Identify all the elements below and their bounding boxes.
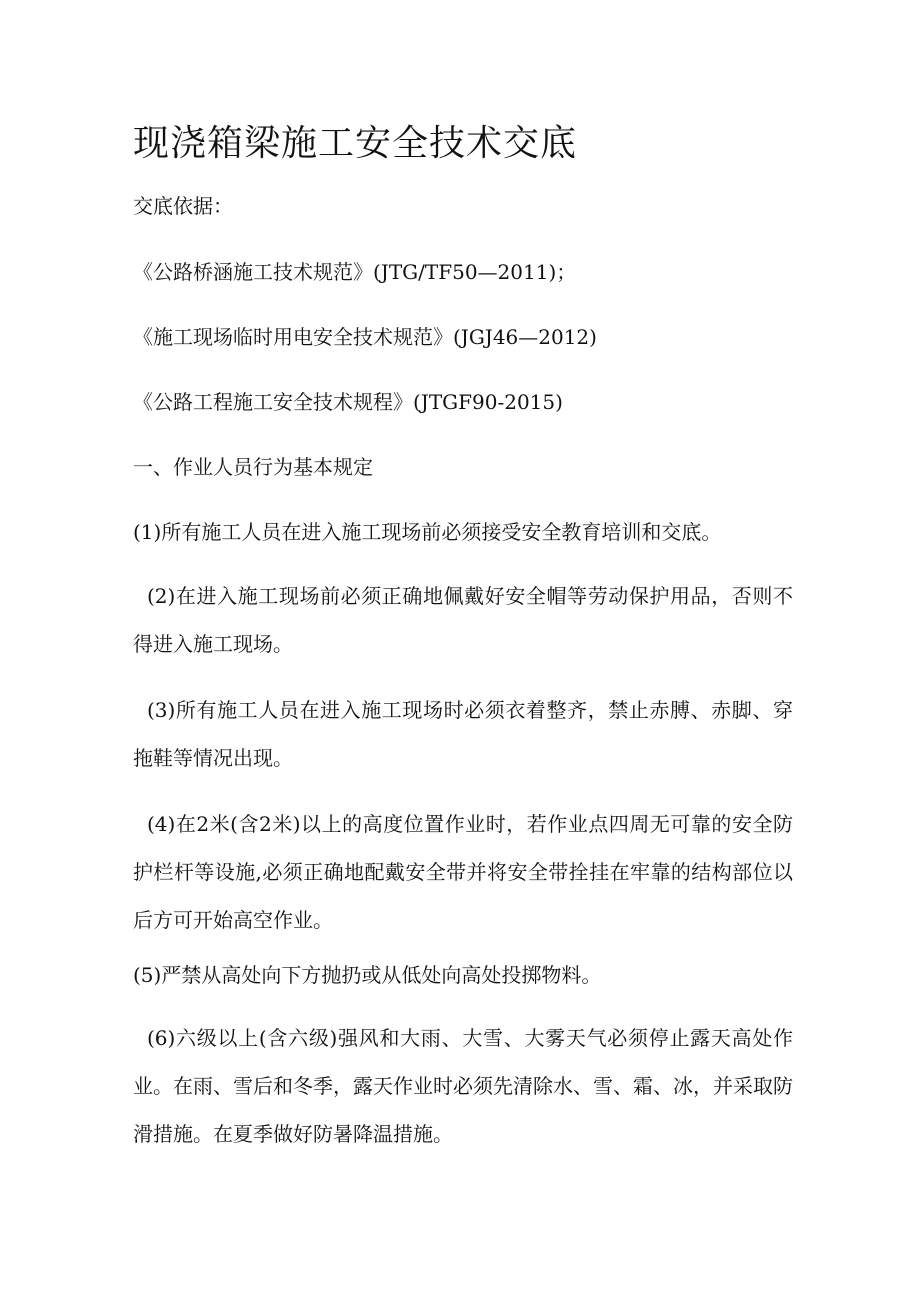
list-item-5: (5)严禁从高处向下方抛扔或从低处向高处投掷物料。: [133, 963, 602, 987]
list-item-4: (4)在2米(含2米)以上的高度位置作业时，若作业点四周无可靠的安全防护栏杆等设施,必须正确地配戴安全带并将安全带拴挂在牢靠的结构部位以后方可开始高空作业。: [133, 812, 793, 932]
list-item-6: (6)六级以上(含六级)强风和大雨、大雪、大雾天气必须停止露天高处作业。在雨、雪后和冬季，露天作业时必须先清除水、雪、霜、冰，并采取防滑措施。在夏季做好防暑降温措施。: [133, 1026, 793, 1146]
section-heading: 一、作业人员行为基本规定: [133, 455, 373, 479]
reference-3: 《公路工程施工安全技术规程》(JTGF90-2015): [133, 390, 563, 414]
reference-1: 《公路桥涵施工技术规范》(JTG/TF50—2011)；: [133, 260, 577, 284]
list-item-1: (1)所有施工人员在进入施工现场前必须接受安全教育培训和交底。: [133, 520, 722, 544]
basis-label: 交底依据：: [133, 194, 233, 218]
document-title: 现浇箱梁施工安全技术交底: [133, 123, 578, 164]
reference-2: 《施工现场临时用电安全技术规范》(JGJ46—2012): [133, 325, 597, 349]
list-item-3: (3)所有施工人员在进入施工现场时必须衣着整齐，禁止赤膊、赤脚、穿拖鞋等情况出现。: [133, 698, 793, 770]
list-item-2: (2)在进入施工现场前必须正确地佩戴好安全帽等劳动保护用品，否则不得进入施工现场。: [133, 584, 793, 656]
